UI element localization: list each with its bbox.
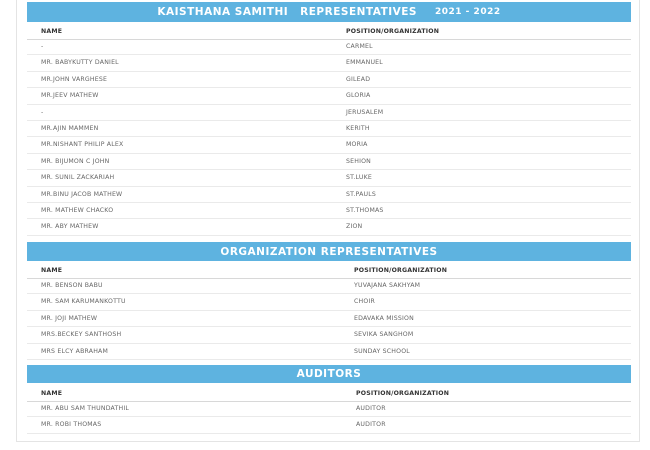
member-position: SEVIKA SANGHOM [354,331,414,339]
auditors-title-banner [27,365,631,383]
member-position: EDAVAKA MISSION [354,314,414,322]
organization-table-header [27,262,631,279]
samithi-year: 2021 - 2022 [435,7,501,17]
member-position: ST.LUKE [346,174,372,182]
member-name: MR. MATHEW CHACKO [41,207,114,214]
member-position: KERITH [346,125,370,132]
member-position: EMMANUEL [346,59,383,67]
member-name: MR.JOHN VARGHESE [41,75,108,83]
member-name: MR. ROBI THOMAS [41,421,102,429]
column-header-name: NAME [41,390,63,397]
member-name: MR.NISHANT PHILIP ALEX [41,141,124,149]
member-position: YUVAJANA SAKHYAM [354,282,421,289]
member-name: MRS.BECKEY SANTHOSH [41,331,122,339]
table-row [27,401,631,417]
member-position: CARMEL [346,43,373,50]
table-row [27,311,631,327]
member-position: AUDITOR [356,421,386,429]
samithi-title: KAISTHANA SAMITHI [157,6,289,18]
member-name: MR. JOJI MATHEW [41,314,98,322]
column-header-name: NAME [41,28,63,35]
member-name: MR. BENSON BABU [41,282,103,289]
member-position: ZION [346,223,363,231]
member-position: ST.THOMAS [346,207,384,214]
table-row [27,327,631,343]
member-name: MR.AJIN MAMMEN [41,125,99,132]
table-row [27,55,631,71]
samithi-title-representatives: REPRESENTATIVES [300,6,417,18]
table-row [27,88,631,104]
member-name: MR.JEEV MATHEW [41,92,99,100]
table-row [27,72,631,88]
member-position: GILEAD [346,75,371,83]
samithi-table-header [27,23,631,40]
member-name: MR. ABY MATHEW [41,223,99,231]
organization-title: ORGANIZATION REPRESENTATIVES [220,245,438,258]
table-row [27,219,631,235]
table-row [27,294,631,310]
member-name: MR. SUNIL ZACKARIAH [41,174,115,182]
table-row [27,121,631,137]
member-name: MR. ABU SAM THUNDATHIL [41,405,130,412]
samithi-title-banner [27,2,631,22]
table-row [27,203,631,219]
auditors-table-header [27,385,631,402]
table-row [27,170,631,186]
column-header-position: POSITION/ORGANIZATION [354,267,448,274]
member-name: MR. BABYKUTTY DANIEL [41,59,119,67]
member-position: SEHION [346,157,372,165]
table-row [27,39,631,55]
table-row [27,154,631,170]
table-row [27,187,631,203]
table-row [27,278,631,294]
column-header-position: POSITION/ORGANIZATION [346,28,440,35]
member-name: MR. SAM KARUMANKOTTU [41,298,126,306]
member-name: MR. BIJUMON C JOHN [41,157,110,165]
column-header-position: POSITION/ORGANIZATION [356,390,450,397]
column-header-name: NAME [41,267,63,274]
member-position: ST.PAULS [346,190,377,198]
member-name: - [41,108,44,116]
member-position: CHOIR [354,298,375,306]
member-name: MRS ELCY ABRAHAM [41,347,109,355]
table-row [27,344,631,360]
auditors-title: AUDITORS [296,368,362,380]
member-position: MORIA [346,141,368,149]
member-position: JERUSALEM [346,108,384,116]
member-position: AUDITOR [356,405,386,412]
table-row [27,105,631,121]
member-name: - [41,43,44,50]
organization-title-banner [27,242,631,261]
member-position: GLORIA [346,92,371,100]
table-row [27,417,631,433]
member-position: SUNDAY SCHOOL [354,347,410,355]
member-name: MR.BINU JACOB MATHEW [41,190,123,198]
table-row [27,137,631,153]
